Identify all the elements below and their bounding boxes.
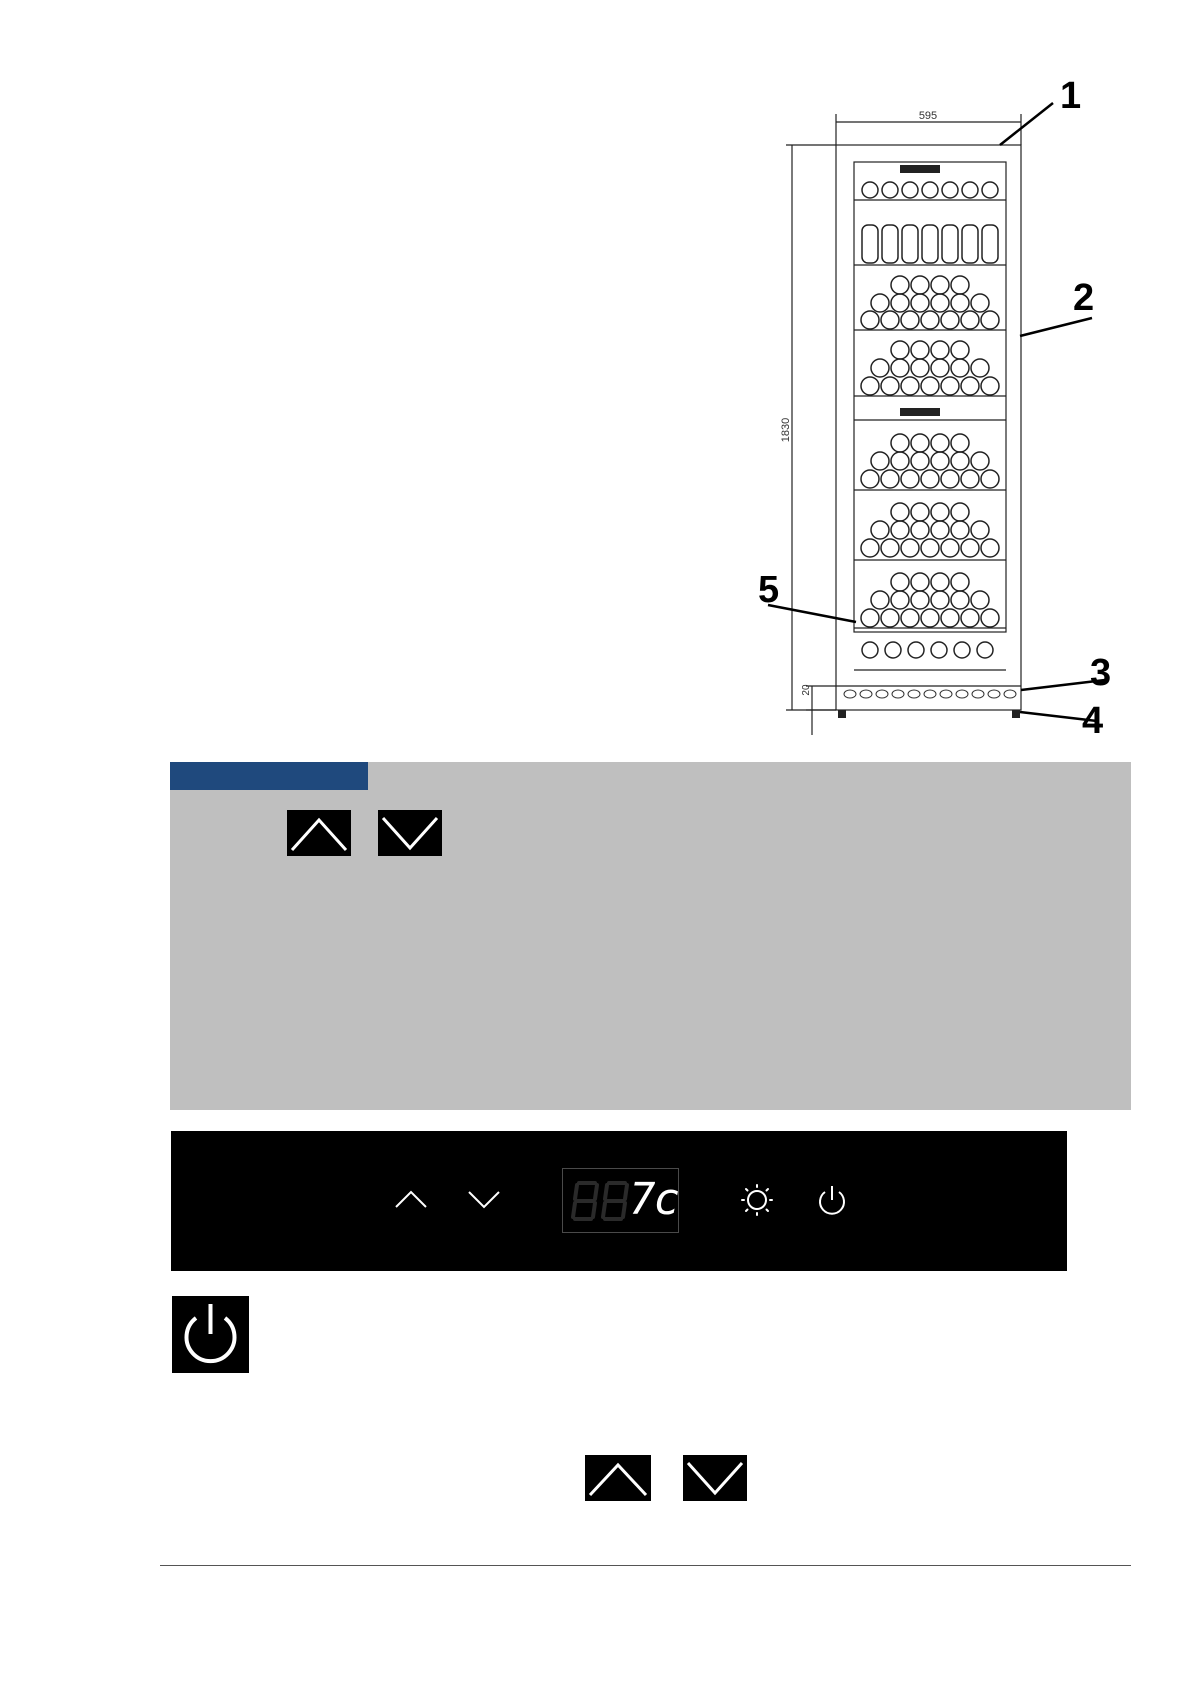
chevron-up-icon[interactable] (393, 1187, 429, 1211)
width-dimension: 595 (918, 110, 938, 122)
down-key (683, 1455, 747, 1501)
chevron-up-icon (287, 810, 351, 856)
chevron-down-icon (378, 810, 442, 856)
callout-2: 2 (1073, 277, 1095, 319)
power-icon[interactable] (815, 1182, 849, 1218)
power-key (172, 1296, 249, 1373)
callout-5: 5 (758, 569, 780, 611)
height-dimension: 1830 (780, 417, 792, 443)
up-key (287, 810, 351, 856)
temperature-display (562, 1168, 679, 1233)
light-icon[interactable] (740, 1183, 774, 1217)
callout-3: 3 (1090, 652, 1112, 694)
foot-dimension: 20 (801, 684, 812, 696)
callout-4: 4 (1082, 700, 1104, 742)
chevron-down-icon[interactable] (466, 1187, 502, 1211)
power-icon (172, 1296, 249, 1373)
display-value: 7c (629, 1174, 678, 1225)
up-key (585, 1455, 651, 1501)
callout-1: 1 (1060, 75, 1082, 117)
chevron-up-icon (585, 1455, 651, 1501)
chevron-down-icon (683, 1455, 747, 1501)
down-key (378, 810, 442, 856)
wine-cabinet-drawing (758, 60, 1120, 750)
footer-rule (160, 1565, 1131, 1566)
section-tab (170, 762, 368, 790)
